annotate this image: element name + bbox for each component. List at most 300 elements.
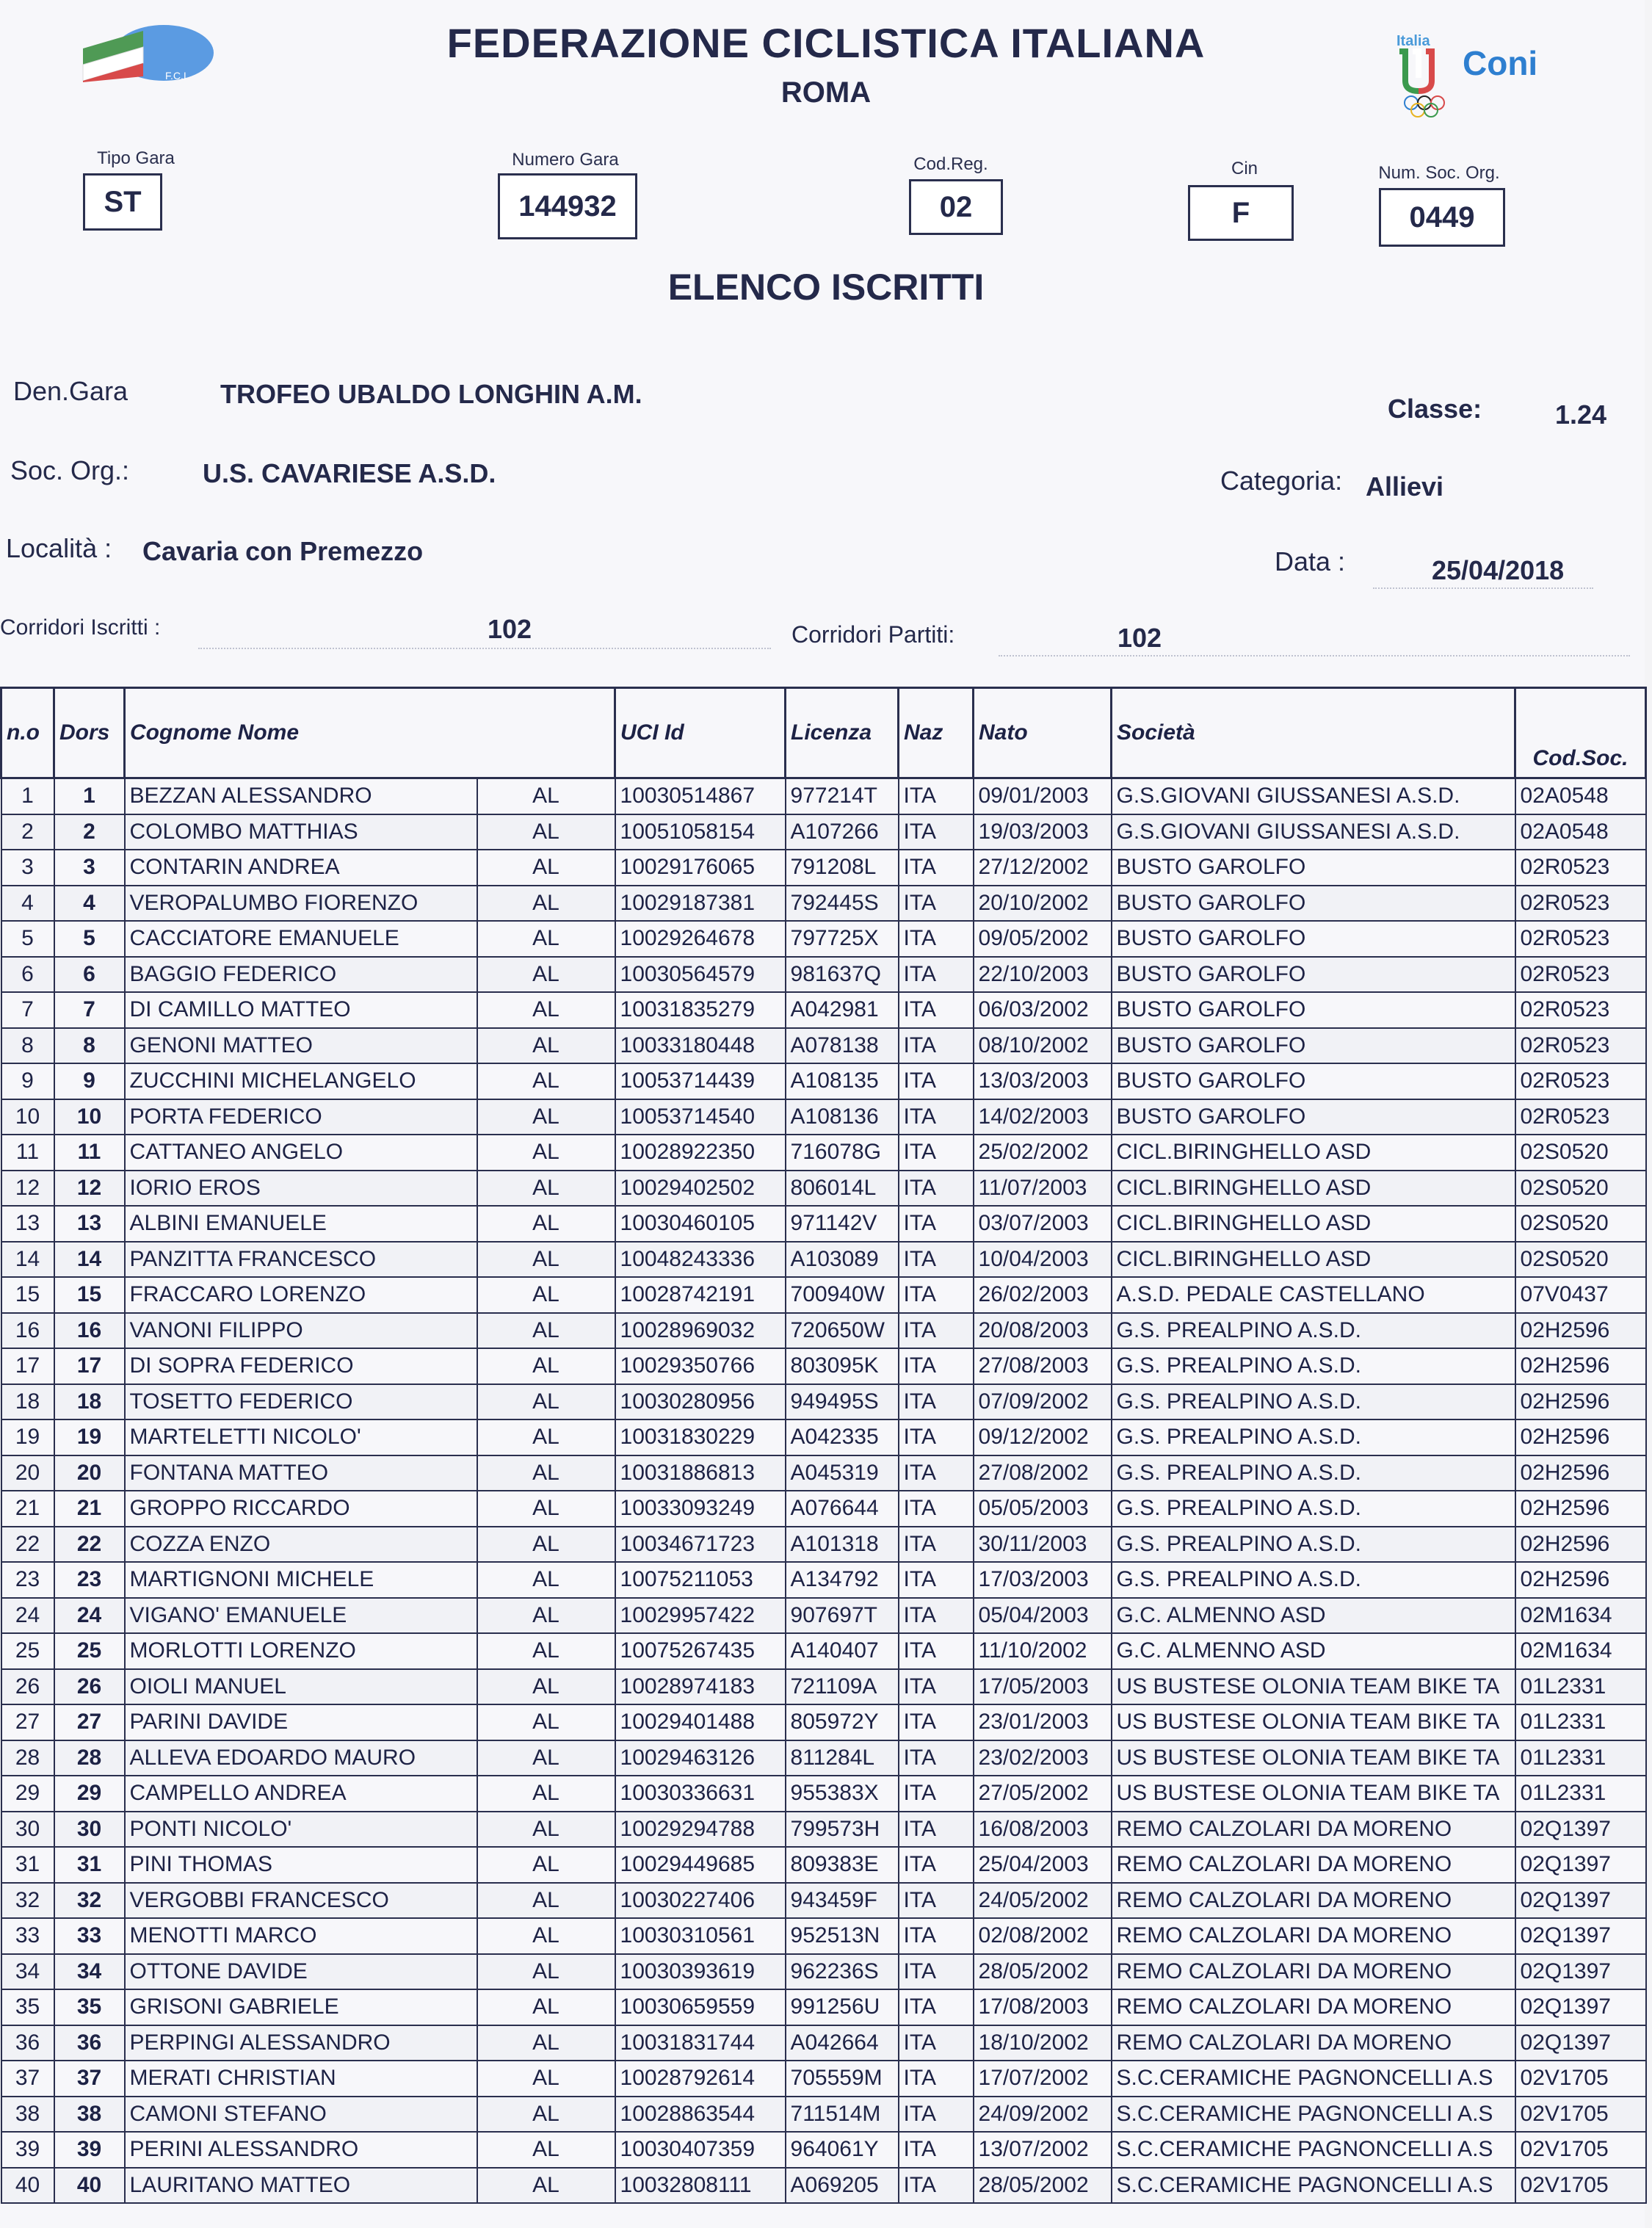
row-uci-id: 10030514867 [615,778,786,814]
classe-value: 1.24 [1555,399,1607,430]
row-nato: 08/10/2002 [974,1028,1112,1064]
row-cod-soc: 02Q1397 [1515,1812,1646,1848]
table-row [1,886,1646,922]
row-cod-soc: 02S0520 [1515,1206,1646,1242]
table-row [1,921,1646,957]
row-cod-soc: 02V1705 [1515,2097,1646,2133]
row-name: ZUCCHINI MICHELANGELO [125,1063,477,1099]
row-societa: G.S.GIOVANI GIUSSANESI A.S.D. [1112,778,1515,814]
row-number: 26 [1,1669,54,1705]
row-societa: REMO CALZOLARI DA MORENO [1112,1989,1515,2025]
data-value: 25/04/2018 [1432,555,1565,585]
row-number: 20 [1,1455,54,1491]
row-number: 5 [1,921,54,957]
table-row [1,1491,1646,1527]
row-dors: 17 [54,1348,125,1384]
row-nato: 14/02/2003 [974,1099,1112,1135]
row-cod-soc: 02V1705 [1515,2168,1646,2204]
row-dors: 5 [54,921,125,957]
row-name: GENONI MATTEO [125,1028,477,1064]
row-dors: 13 [54,1206,125,1242]
row-societa: REMO CALZOLARI DA MORENO [1112,1883,1515,1919]
row-societa: G.S. PREALPINO A.S.D. [1112,1527,1515,1563]
row-naz: ITA [899,992,974,1028]
table-row [1,957,1646,993]
row-naz: ITA [899,1989,974,2025]
row-licenza: 981637Q [786,957,899,993]
row-number: 24 [1,1598,54,1634]
row-societa: REMO CALZOLARI DA MORENO [1112,1812,1515,1848]
row-dors: 37 [54,2061,125,2097]
table-row [1,1455,1646,1491]
table-row [1,1135,1646,1171]
row-uci-id: 10029463126 [615,1740,786,1776]
table-row [1,1847,1646,1883]
row-nato: 13/07/2002 [974,2132,1112,2168]
row-number: 30 [1,1812,54,1848]
row-number: 22 [1,1527,54,1563]
row-nato: 24/05/2002 [974,1883,1112,1919]
row-naz: ITA [899,1633,974,1669]
row-number: 31 [1,1847,54,1883]
row-number: 29 [1,1776,54,1812]
row-dors: 33 [54,1918,125,1954]
row-number: 28 [1,1740,54,1776]
row-cod-soc: 02H2596 [1515,1348,1646,1384]
row-uci-id: 10031830229 [615,1419,786,1455]
row-naz: ITA [899,1242,974,1278]
row-licenza: 977214T [786,778,899,814]
row-uci-id: 10028742191 [615,1277,786,1313]
col-header-dors: Dors [54,688,125,778]
row-naz: ITA [899,1954,974,1990]
row-category: AL [477,1527,615,1563]
row-licenza: A069205 [786,2168,899,2204]
row-societa: BUSTO GAROLFO [1112,1099,1515,1135]
row-naz: ITA [899,2168,974,2204]
elenco-iscritti-title: ELENCO ISCRITTI [667,267,985,308]
row-name: PORTA FEDERICO [125,1099,477,1135]
row-societa: CICL.BIRINGHELLO ASD [1112,1171,1515,1207]
row-uci-id: 10028974183 [615,1669,786,1705]
row-licenza: 792445S [786,886,899,922]
row-nato: 17/05/2003 [974,1669,1112,1705]
row-number: 39 [1,2132,54,2168]
row-nato: 23/02/2003 [974,1740,1112,1776]
table-row [1,1598,1646,1634]
row-number: 17 [1,1348,54,1384]
row-nato: 23/01/2003 [974,1704,1112,1740]
row-name: GROPPO RICCARDO [125,1491,477,1527]
row-category: AL [477,1171,615,1207]
row-category: AL [477,2168,615,2204]
row-cod-soc: 02H2596 [1515,1384,1646,1420]
row-nato: 25/04/2003 [974,1847,1112,1883]
row-cod-soc: 02M1634 [1515,1633,1646,1669]
row-nato: 11/10/2002 [974,1633,1112,1669]
soc-org-value: U.S. CAVARIESE A.S.D. [203,458,496,488]
svg-text:Coni: Coni [1463,44,1538,82]
row-number: 36 [1,2025,54,2061]
row-licenza: A042664 [786,2025,899,2061]
row-dors: 22 [54,1527,125,1563]
table-row [1,850,1646,886]
row-uci-id: 10075267435 [615,1633,786,1669]
row-category: AL [477,1633,615,1669]
row-naz: ITA [899,1562,974,1598]
row-licenza: 991256U [786,1989,899,2025]
row-name: PANZITTA FRANCESCO [125,1242,477,1278]
categoria-label: Categoria: [1220,466,1343,496]
row-dors: 14 [54,1242,125,1278]
row-cod-soc: 02Q1397 [1515,1883,1646,1919]
row-societa: G.S.GIOVANI GIUSSANESI A.S.D. [1112,814,1515,850]
row-licenza: 907697T [786,1598,899,1634]
row-name: FONTANA MATTEO [125,1455,477,1491]
row-naz: ITA [899,1776,974,1812]
tipo-gara-label: Tipo Gara [97,148,175,168]
row-dors: 9 [54,1063,125,1099]
row-category: AL [477,1989,615,2025]
row-nato: 16/08/2003 [974,1812,1112,1848]
row-naz: ITA [899,1704,974,1740]
table-row [1,1669,1646,1705]
row-societa: BUSTO GAROLFO [1112,1028,1515,1064]
table-row [1,1384,1646,1420]
corridori-iscritti-value: 102 [488,614,532,644]
row-uci-id: 10031886813 [615,1455,786,1491]
row-societa: BUSTO GAROLFO [1112,850,1515,886]
table-row [1,1704,1646,1740]
row-nato: 02/08/2002 [974,1918,1112,1954]
row-name: MORLOTTI LORENZO [125,1633,477,1669]
row-dors: 12 [54,1171,125,1207]
row-nato: 09/01/2003 [974,778,1112,814]
row-name: LAURITANO MATTEO [125,2168,477,2204]
row-naz: ITA [899,957,974,993]
table-row [1,2132,1646,2168]
row-dors: 7 [54,992,125,1028]
row-name: PINI THOMAS [125,1847,477,1883]
row-uci-id: 10034671723 [615,1527,786,1563]
row-uci-id: 10030393619 [615,1954,786,1990]
row-name: BAGGIO FEDERICO [125,957,477,993]
row-licenza: 805972Y [786,1704,899,1740]
row-licenza: 799573H [786,1812,899,1848]
svg-text:Italia: Italia [1396,33,1430,49]
row-name: MARTELETTI NICOLO' [125,1419,477,1455]
row-name: VEROPALUMBO FIORENZO [125,886,477,922]
row-name: MARTIGNONI MICHELE [125,1562,477,1598]
table-row [1,1527,1646,1563]
row-naz: ITA [899,1847,974,1883]
row-nato: 05/05/2003 [974,1491,1112,1527]
row-number: 9 [1,1063,54,1099]
table-row [1,1812,1646,1848]
row-uci-id: 10029187381 [615,886,786,922]
row-uci-id: 10030227406 [615,1883,786,1919]
table-row [1,1776,1646,1812]
row-societa: US BUSTESE OLONIA TEAM BIKE TA [1112,1669,1515,1705]
row-category: AL [477,1206,615,1242]
table-row [1,1740,1646,1776]
table-row [1,1562,1646,1598]
row-societa: BUSTO GAROLFO [1112,1063,1515,1099]
row-uci-id: 10029449685 [615,1847,786,1883]
row-naz: ITA [899,1740,974,1776]
row-societa: G.S. PREALPINO A.S.D. [1112,1348,1515,1384]
col-header-licenza: Licenza [786,688,899,778]
row-societa: S.C.CERAMICHE PAGNONCELLI A.S [1112,2061,1515,2097]
row-licenza: 809383E [786,1847,899,1883]
row-licenza: 971142V [786,1206,899,1242]
row-name: OTTONE DAVIDE [125,1954,477,1990]
row-uci-id: 10051058154 [615,814,786,850]
num-soc-org-box: 0449 [1379,188,1505,247]
row-nato: 19/03/2003 [974,814,1112,850]
row-uci-id: 10053714439 [615,1063,786,1099]
row-nato: 17/07/2002 [974,2061,1112,2097]
row-name: TOSETTO FEDERICO [125,1384,477,1420]
row-licenza: A134792 [786,1562,899,1598]
row-licenza: 943459F [786,1883,899,1919]
table-row [1,814,1646,850]
row-name: GRISONI GABRIELE [125,1989,477,2025]
row-naz: ITA [899,1135,974,1171]
row-category: AL [477,1384,615,1420]
row-category: AL [477,1704,615,1740]
soc-org-label: Soc. Org.: [10,455,130,485]
col-header-no: n.o [1,688,54,778]
row-naz: ITA [899,814,974,850]
den-gara-value: TROFEO UBALDO LONGHIN A.M. [220,379,642,409]
row-cod-soc: 02V1705 [1515,2061,1646,2097]
row-category: AL [477,1740,615,1776]
row-name: BEZZAN ALESSANDRO [125,778,477,814]
row-uci-id: 10029264678 [615,921,786,957]
row-licenza: A045319 [786,1455,899,1491]
row-cod-soc: 02H2596 [1515,1313,1646,1349]
row-dors: 30 [54,1812,125,1848]
row-dors: 16 [54,1313,125,1349]
row-number: 27 [1,1704,54,1740]
row-licenza: 791208L [786,850,899,886]
row-dors: 35 [54,1989,125,2025]
row-category: AL [477,1918,615,1954]
row-licenza: A042981 [786,992,899,1028]
row-category: AL [477,1847,615,1883]
row-uci-id: 10030280956 [615,1384,786,1420]
table-row [1,1206,1646,1242]
row-societa: G.S. PREALPINO A.S.D. [1112,1491,1515,1527]
row-number: 16 [1,1313,54,1349]
row-naz: ITA [899,1527,974,1563]
row-name: MENOTTI MARCO [125,1918,477,1954]
row-category: AL [477,1954,615,1990]
row-category: AL [477,1669,615,1705]
row-dors: 23 [54,1562,125,1598]
row-licenza: A103089 [786,1242,899,1278]
row-licenza: 964061Y [786,2132,899,2168]
row-naz: ITA [899,921,974,957]
table-row [1,2061,1646,2097]
row-number: 35 [1,1989,54,2025]
col-header-naz: Naz [899,688,974,778]
row-licenza: 705559M [786,2061,899,2097]
row-licenza: A107266 [786,814,899,850]
row-cod-soc: 01L2331 [1515,1669,1646,1705]
row-cod-soc: 02H2596 [1515,1455,1646,1491]
row-dors: 40 [54,2168,125,2204]
row-name: OIOLI MANUEL [125,1669,477,1705]
table-row [1,1313,1646,1349]
numero-gara-label: Numero Gara [512,150,619,170]
row-name: CONTARIN ANDREA [125,850,477,886]
entries-table [0,687,1647,2204]
entries-table-body [1,778,1646,2204]
row-societa: S.C.CERAMICHE PAGNONCELLI A.S [1112,2132,1515,2168]
row-category: AL [477,2025,615,2061]
row-uci-id: 10029350766 [615,1348,786,1384]
row-societa: BUSTO GAROLFO [1112,957,1515,993]
row-cod-soc: 02Q1397 [1515,1989,1646,2025]
row-dors: 31 [54,1847,125,1883]
corridori-iscritti-label: Corridori Iscritti : [0,615,161,640]
row-nato: 22/10/2003 [974,957,1112,993]
row-nato: 05/04/2003 [974,1598,1112,1634]
row-category: AL [477,992,615,1028]
row-uci-id: 10029402502 [615,1171,786,1207]
row-nato: 24/09/2002 [974,2097,1112,2133]
row-number: 37 [1,2061,54,2097]
row-nato: 28/05/2002 [974,1954,1112,1990]
table-header-row [1,688,1646,778]
row-naz: ITA [899,2025,974,2061]
row-category: AL [477,1455,615,1491]
row-cod-soc: 02R0523 [1515,1028,1646,1064]
row-uci-id: 10053714540 [615,1099,786,1135]
row-category: AL [477,814,615,850]
row-naz: ITA [899,1348,974,1384]
row-number: 23 [1,1562,54,1598]
row-name: DI SOPRA FEDERICO [125,1348,477,1384]
row-licenza: 797725X [786,921,899,957]
cod-reg-label: Cod.Reg. [913,154,988,174]
den-gara-label: Den.Gara [13,376,128,406]
row-societa: US BUSTESE OLONIA TEAM BIKE TA [1112,1704,1515,1740]
row-uci-id: 10029957422 [615,1598,786,1634]
row-category: AL [477,1491,615,1527]
iscritti-dotted-rule [198,648,771,649]
row-cod-soc: 02V1705 [1515,2132,1646,2168]
col-header-cognome-nome: Cognome Nome [125,688,615,778]
row-nato: 27/05/2002 [974,1776,1112,1812]
row-name: FRACCARO LORENZO [125,1277,477,1313]
row-dors: 6 [54,957,125,993]
cin-box: F [1188,185,1294,241]
row-naz: ITA [899,1171,974,1207]
row-category: AL [477,1598,615,1634]
row-cod-soc: 01L2331 [1515,1704,1646,1740]
row-nato: 27/08/2002 [974,1455,1112,1491]
row-naz: ITA [899,2061,974,2097]
row-licenza: 803095K [786,1348,899,1384]
row-nato: 30/11/2003 [974,1527,1112,1563]
row-name: ALLEVA EDOARDO MAURO [125,1740,477,1776]
row-licenza: 806014L [786,1171,899,1207]
row-naz: ITA [899,1313,974,1349]
row-cod-soc: 01L2331 [1515,1776,1646,1812]
row-category: AL [477,1242,615,1278]
row-uci-id: 10028863544 [615,2097,786,2133]
row-name: ALBINI EMANUELE [125,1206,477,1242]
table-row [1,1918,1646,1954]
row-dors: 26 [54,1669,125,1705]
table-row [1,778,1646,814]
row-societa: G.S. PREALPINO A.S.D. [1112,1313,1515,1349]
coni-logo-icon [1395,29,1571,125]
table-row [1,1277,1646,1313]
row-category: AL [477,1348,615,1384]
row-category: AL [477,1063,615,1099]
row-societa: S.C.CERAMICHE PAGNONCELLI A.S [1112,2097,1515,2133]
row-societa: REMO CALZOLARI DA MORENO [1112,1847,1515,1883]
row-licenza: 811284L [786,1740,899,1776]
row-dors: 8 [54,1028,125,1064]
cin-label: Cin [1231,159,1258,178]
numero-gara-box: 144932 [498,173,637,239]
row-nato: 07/09/2002 [974,1384,1112,1420]
row-societa: US BUSTESE OLONIA TEAM BIKE TA [1112,1776,1515,1812]
col-header-uci-id: UCI Id [615,688,786,778]
row-name: CAMONI STEFANO [125,2097,477,2133]
row-name: CAMPELLO ANDREA [125,1776,477,1812]
table-row [1,1633,1646,1669]
row-name: COLOMBO MATTHIAS [125,814,477,850]
row-number: 13 [1,1206,54,1242]
row-number: 6 [1,957,54,993]
row-uci-id: 10032808111 [615,2168,786,2204]
row-licenza: A078138 [786,1028,899,1064]
row-societa: S.C.CERAMICHE PAGNONCELLI A.S [1112,2168,1515,2204]
row-dors: 3 [54,850,125,886]
row-category: AL [477,1812,615,1848]
row-cod-soc: 02R0523 [1515,850,1646,886]
row-category: AL [477,1099,615,1135]
row-dors: 18 [54,1384,125,1420]
row-dors: 2 [54,814,125,850]
row-cod-soc: 02H2596 [1515,1491,1646,1527]
row-number: 11 [1,1135,54,1171]
row-cod-soc: 02A0548 [1515,814,1646,850]
row-dors: 36 [54,2025,125,2061]
row-naz: ITA [899,1384,974,1420]
row-naz: ITA [899,850,974,886]
row-number: 40 [1,2168,54,2204]
row-licenza: A108135 [786,1063,899,1099]
row-name: PONTI NICOLO' [125,1812,477,1848]
row-naz: ITA [899,1883,974,1919]
row-name: PERPINGI ALESSANDRO [125,2025,477,2061]
table-row [1,1883,1646,1919]
table-row [1,1171,1646,1207]
row-licenza: 955383X [786,1776,899,1812]
row-uci-id: 10030659559 [615,1989,786,2025]
row-licenza: 721109A [786,1669,899,1705]
federation-title: FEDERAZIONE CICLISTICA ITALIANA [446,20,1206,66]
row-category: AL [477,1883,615,1919]
row-societa: G.C. ALMENNO ASD [1112,1633,1515,1669]
